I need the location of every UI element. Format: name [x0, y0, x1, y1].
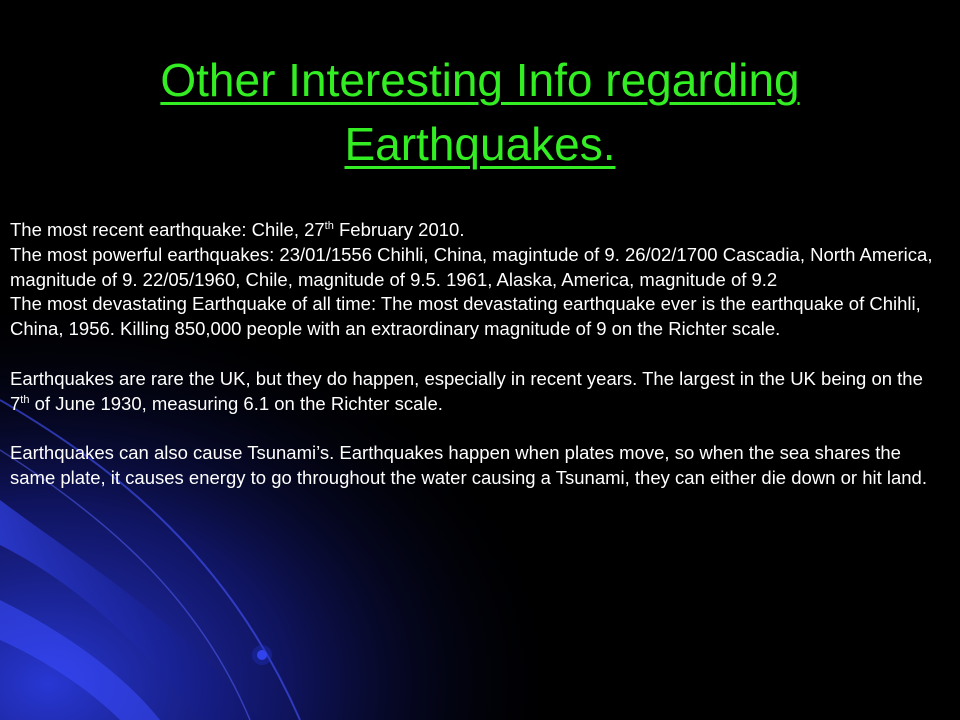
uk-text-a: Earthquakes are rare the UK, but they do happen, especially in recent years. The largest in the UK being on the 7 — [10, 367, 923, 414]
slide-body — [10, 218, 945, 491]
slide-title — [40, 48, 920, 176]
paragraph-devastating-earthquake: The most devastating Earthquake of all time: The most devastating earthquake ever is the earthquake of Chihli, China, 1956. Killing 850,000 people with an extraordinary magnitude of 9 on the Richter scale. — [10, 293, 921, 340]
title-line-2: Earthquakes. — [344, 118, 616, 170]
title-line-1: Other Interesting Info regarding — [160, 54, 800, 106]
recent-text-b: February 2010. — [333, 219, 465, 240]
uk-text-b: of June 1930, measuring 6.1 on the Richter scale. — [29, 392, 443, 414]
spacer — [10, 342, 945, 367]
paragraph-tsunami: Earthquakes can also cause Tsunami’s. Earthquakes happen when plates move, so when the sea shares the same plate, it causes energy to go throughout the water causing a Tsunami, they can either die down or hit land. — [10, 442, 927, 488]
paragraph-recent-earthquake — [10, 218, 945, 243]
uk-superscript: th — [20, 393, 30, 406]
spacer — [10, 416, 945, 441]
paragraph-powerful-earthquakes: The most powerful earthquakes: 23/01/1556 Chihli, China, magintude of 9. 26/02/1700 Cascadia, North America, magnitude of 9. 22/05/1960, Chile, magnitude of 9.5. 1961, Alaska, America, magnitude of 9.2 — [10, 243, 933, 290]
recent-text-a: The most recent earthquake: Chile, 27 — [10, 219, 325, 240]
paragraph-uk-earthquakes — [10, 367, 945, 417]
recent-superscript: th — [324, 219, 334, 232]
